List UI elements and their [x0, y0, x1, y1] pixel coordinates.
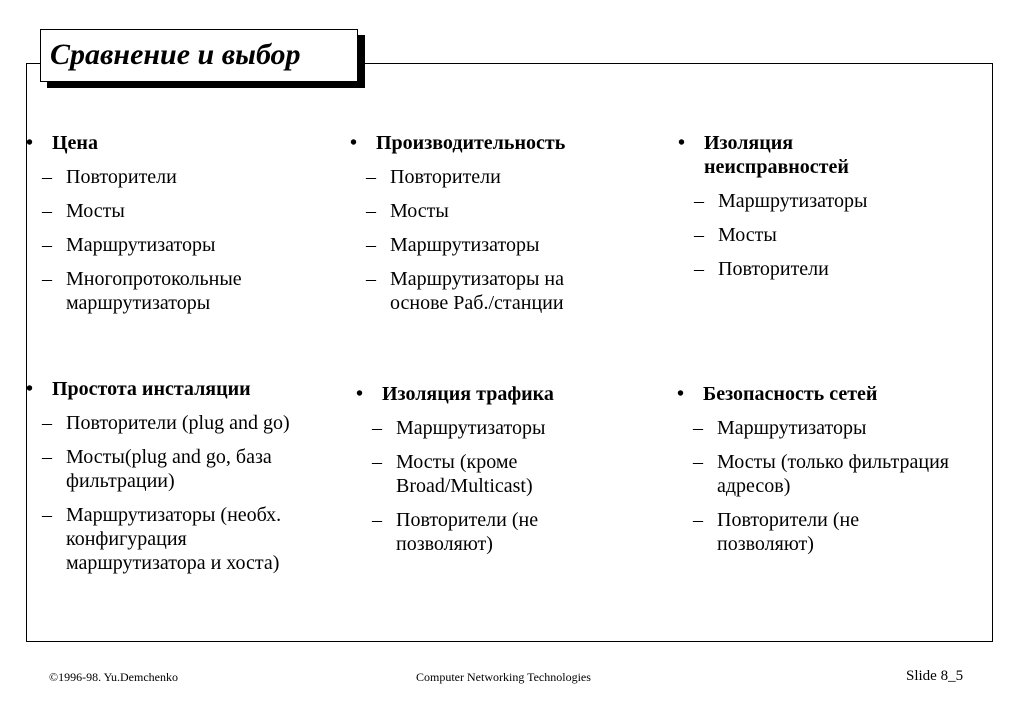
- list-item: – Повторители (plug and go): [42, 412, 290, 434]
- slide-title: Сравнение и выбор: [40, 29, 358, 82]
- bullet: •: [677, 383, 685, 405]
- section-heading: • Изоляция неисправностей: [678, 132, 849, 178]
- list-item: – Маршрутизаторы на основе Раб./станции: [366, 268, 564, 314]
- list-item: – Маршрутизаторы: [42, 234, 216, 256]
- list-item: – Мосты(plug and go, база фильтрации): [42, 446, 272, 492]
- section-network-security: [677, 382, 977, 566]
- list-item: – Маршрутизаторы: [693, 417, 867, 439]
- section-price: [26, 131, 336, 325]
- bullet: •: [26, 378, 34, 400]
- list-item: – Повторители (не позволяют): [372, 509, 539, 555]
- list-item: – Маршрутизаторы (необх. конфигурация маршрутизатора и хоста): [42, 504, 282, 574]
- list-item: – Маршрутизаторы: [372, 417, 546, 439]
- list-item: – Мосты (кроме Broad/Multicast): [372, 451, 533, 497]
- list-item: – Повторители: [694, 258, 829, 280]
- list-item: – Мосты: [366, 200, 449, 222]
- section-fault-isolation: [678, 131, 978, 291]
- footer-copyright: ©1996-98. Yu.Demchenko: [49, 670, 178, 684]
- section-traffic-isolation: [356, 382, 656, 566]
- bullet: •: [26, 132, 34, 154]
- slide-number: Slide 8_5: [906, 668, 964, 684]
- section-performance: [350, 131, 650, 325]
- list-item: – Мосты: [42, 200, 125, 222]
- list-item: – Мосты (только фильтрация адресов): [693, 451, 949, 497]
- bullet: •: [350, 132, 358, 154]
- section-heading: • Безопасность сетей: [677, 383, 878, 405]
- footer-course: Computer Networking Technologies: [416, 670, 591, 684]
- list-item: – Маршрутизаторы: [694, 190, 868, 212]
- list-item: – Маршрутизаторы: [366, 234, 540, 256]
- bullet: •: [678, 132, 686, 154]
- section-heading: • Производительность: [350, 132, 566, 154]
- section-installation: [26, 377, 341, 585]
- bullet: •: [356, 383, 364, 405]
- list-item: – Повторители (не позволяют): [693, 509, 860, 555]
- section-heading: • Простота инсталяции: [26, 378, 251, 400]
- list-item: – Мосты: [694, 224, 777, 246]
- list-item: – Многопротокольные маршрутизаторы: [42, 268, 242, 314]
- list-item: – Повторители: [42, 166, 177, 188]
- section-heading: • Изоляция трафика: [356, 383, 554, 405]
- list-item: – Повторители: [366, 166, 501, 188]
- section-heading: • Цена: [26, 132, 98, 154]
